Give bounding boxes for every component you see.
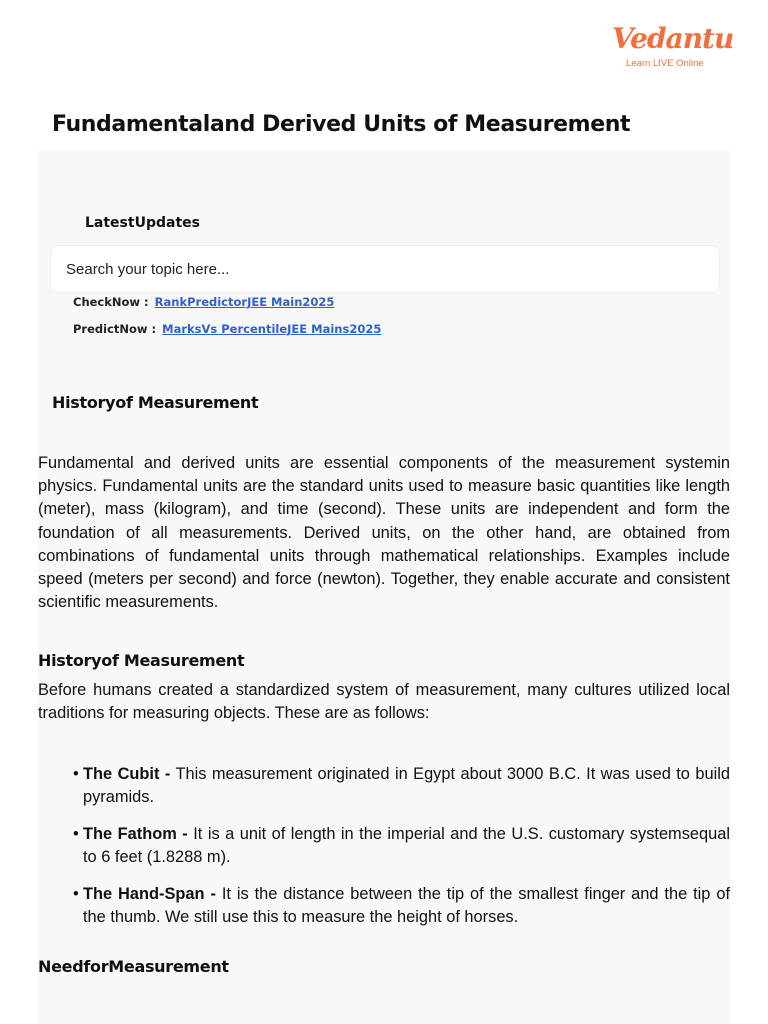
page-title: Fundamentaland Derived Units of Measurement — [52, 112, 631, 137]
update-label: PredictNow : — [73, 322, 157, 336]
list-item — [73, 883, 730, 929]
history-heading: Historyof Measurement — [38, 651, 245, 670]
logo-tagline: Learn LIVE Online — [626, 58, 704, 69]
bullet-icon: • — [73, 825, 79, 843]
list-item — [73, 763, 730, 809]
section-heading: Historyof Measurement — [52, 393, 259, 412]
update-item — [73, 322, 381, 336]
marks-vs-percentile-link[interactable]: MarksVs PercentileJEE Mains2025 — [162, 322, 382, 336]
logo-brand: Vedantu — [612, 22, 734, 55]
list-item — [73, 823, 730, 869]
latest-updates-heading: LatestUpdates — [85, 215, 200, 231]
list-item-term: The Cubit - — [83, 765, 171, 783]
rank-predictor-link[interactable]: RankPredictorJEE Main2025 — [154, 295, 335, 309]
list-item-text: It is the distance between the tip of the smallest finger and the tip of the thumb. We still use this to measure the height of horses. — [83, 885, 730, 927]
list-item-text: This measurement originated in Egypt about 3000 B.C. It was used to build pyramids. — [83, 765, 730, 807]
need-heading: NeedforMeasurement — [38, 957, 229, 976]
list-item-term: The Hand-Span - — [83, 885, 216, 903]
history-paragraph: Before humans created a standardized system of measurement, many cultures utilized local traditions for measuring objects. These are as follows: — [38, 681, 730, 723]
bullet-icon: • — [73, 765, 79, 783]
bullet-icon: • — [73, 885, 79, 903]
intro-paragraph: Fundamental and derived units are essential components of the measurement systemin physics. Fundamental units are the standard units used to measure basic quantities like length (meter), mass (kilogram), and time (second). These units are independent and form the foundation of all measurements. Derived units, on the other hand, are obtained from combinations of fundamental units through mathematical relationships. Examples include speed (meters per second) and force (newton). Together, they enable accurate and consistent scientific measurements. — [38, 454, 730, 612]
list-item-term: The Fathom - — [83, 825, 188, 843]
update-label: CheckNow : — [73, 295, 149, 309]
update-item — [73, 295, 334, 309]
list-item-text: It is a unit of length in the imperial and the U.S. customary systemsequal to 6 feet (1.8288 m). — [83, 825, 731, 867]
vedantu-logo[interactable] — [612, 22, 734, 72]
search-input[interactable]: Search your topic here... — [50, 245, 720, 293]
